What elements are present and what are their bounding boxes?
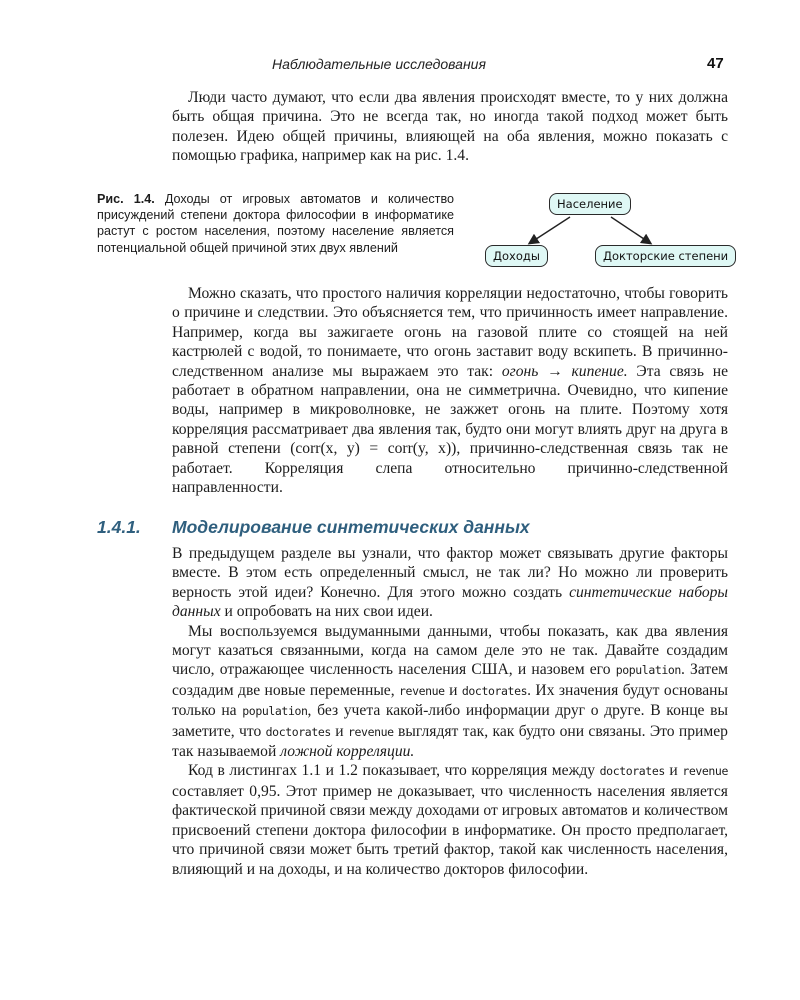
- section-body: [172, 544, 728, 879]
- code-revenue: revenue: [348, 724, 394, 739]
- text-span: выглядят так, как будто они связаны. Это пример так называемой: [172, 722, 728, 761]
- code-doctorates: doctorates: [599, 764, 665, 779]
- text-span: и: [664, 762, 683, 780]
- text-span: и: [330, 722, 348, 740]
- text-span: . Затем создадим две новые переменные,: [172, 661, 728, 699]
- causality-text-1: Можно сказать, что простого наличия корреляции недостаточно, чтобы говорить о причине и следствии. Это объясняется тем, что причинность имеет направление. Например, когда вы зажигаете огонь на газовой плите со стоящей на ней кастрюлей с водой, то понимаете, что огонь заставит воду вскипеть. В причинно-следственном анализе мы выражаем это так:: [172, 285, 728, 380]
- causal-diagram: [478, 185, 738, 275]
- text-span: . Их значения будут основаны только на: [172, 681, 728, 720]
- paragraph-text: Люди часто думают, что если два явления происходят вместе, то у них должна быть общая причина. Это не всегда так, но иногда такой подход может быть полезен. Идею общей причины, влияющей на оба явления, можно показать с помощью графика, например как на рис. 1.4.: [172, 89, 728, 165]
- causality-paragraph: [172, 284, 728, 497]
- figure-caption: [97, 191, 454, 256]
- section-heading: [97, 517, 530, 538]
- figure-label: Рис. 1.4.: [97, 192, 155, 206]
- code-revenue: revenue: [399, 683, 445, 698]
- text-span: В предыдущем разделе вы узнали, что фактор может связывать другие факторы вместе. В этом есть определенный смысл, не так ли? Но можно ли проверить верность этой идеи? Конечно. Для этого можно создать: [172, 545, 728, 601]
- code-doctorates: doctorates: [461, 683, 528, 698]
- section-paragraph-1: [172, 544, 728, 622]
- text-span: составляет 0,95. Этот пример не доказывает, что численность населения является фактической причиной связи между доходами от игровых автоматов и количеством присвоений степени доктора философии в информатике. Он просто предполагает, что причиной связи может быть третий фактор, такой как численность населения, влияющий и на доходы, и на количество докторов философии.: [172, 782, 728, 878]
- code-population: population: [615, 663, 681, 678]
- text-span: Код в листингах 1.1 и 1.2 показывает, что корреляция между: [188, 762, 600, 780]
- text-span: , без учета какой-либо информации друг о друге. В конце вы заметите, что: [172, 702, 728, 740]
- text-span: Мы воспользуемся выдуманными данными, чтобы показать, как два явления могут казаться связанными, когда на самом деле это не так. Давайте создадим число, отражающее численность населения США, и назовем его: [172, 622, 728, 679]
- causality-italic: огонь → кипение.: [501, 362, 628, 380]
- text-span: и: [444, 681, 462, 699]
- section-title: Моделирование синтетических данных: [172, 517, 530, 537]
- node-revenue: Доходы: [485, 245, 548, 267]
- running-header: Наблюдательные исследования: [272, 56, 486, 72]
- intro-paragraph: [172, 88, 728, 166]
- code-revenue: revenue: [682, 764, 728, 779]
- arrow-population-to-revenue: [530, 217, 570, 243]
- section-paragraph-3: [172, 761, 728, 878]
- node-population: Население: [549, 193, 631, 215]
- code-doctorates: doctorates: [265, 724, 331, 739]
- node-doctorates: Докторские степени: [595, 245, 736, 267]
- section-paragraph-2: [172, 622, 728, 762]
- causality-text-2: Эта связь не работает в обратном направлении, она не симметрична. Очевидно, что кипение воды, например в микроволновке, не зажжет огонь на плите. Поэтому хотя корреляция рассматривает два явления так, будто они могут влиять друг на друга в равной степени (corr(x, y) = corr(y, x)), причинно-следственная связь так не работает. Корреляция слепа относительно причинно-следственной направленности.: [172, 362, 728, 497]
- italic-term: синтетические наборы данных: [172, 583, 728, 621]
- section-number: 1.4.1.: [97, 517, 141, 537]
- page-number: 47: [707, 55, 724, 72]
- figure-caption-text: Доходы от игровых автоматов и количество присуждений степени доктора философии в информатике растут с ростом населения, поэтому население является потенциальной общей причиной этих двух явлений: [97, 192, 455, 255]
- italic-term: ложной корреляции.: [280, 743, 415, 761]
- arrow-population-to-doctorates: [611, 217, 650, 243]
- text-span: и опробовать на них свои идеи.: [220, 603, 433, 621]
- code-population: population: [242, 704, 308, 719]
